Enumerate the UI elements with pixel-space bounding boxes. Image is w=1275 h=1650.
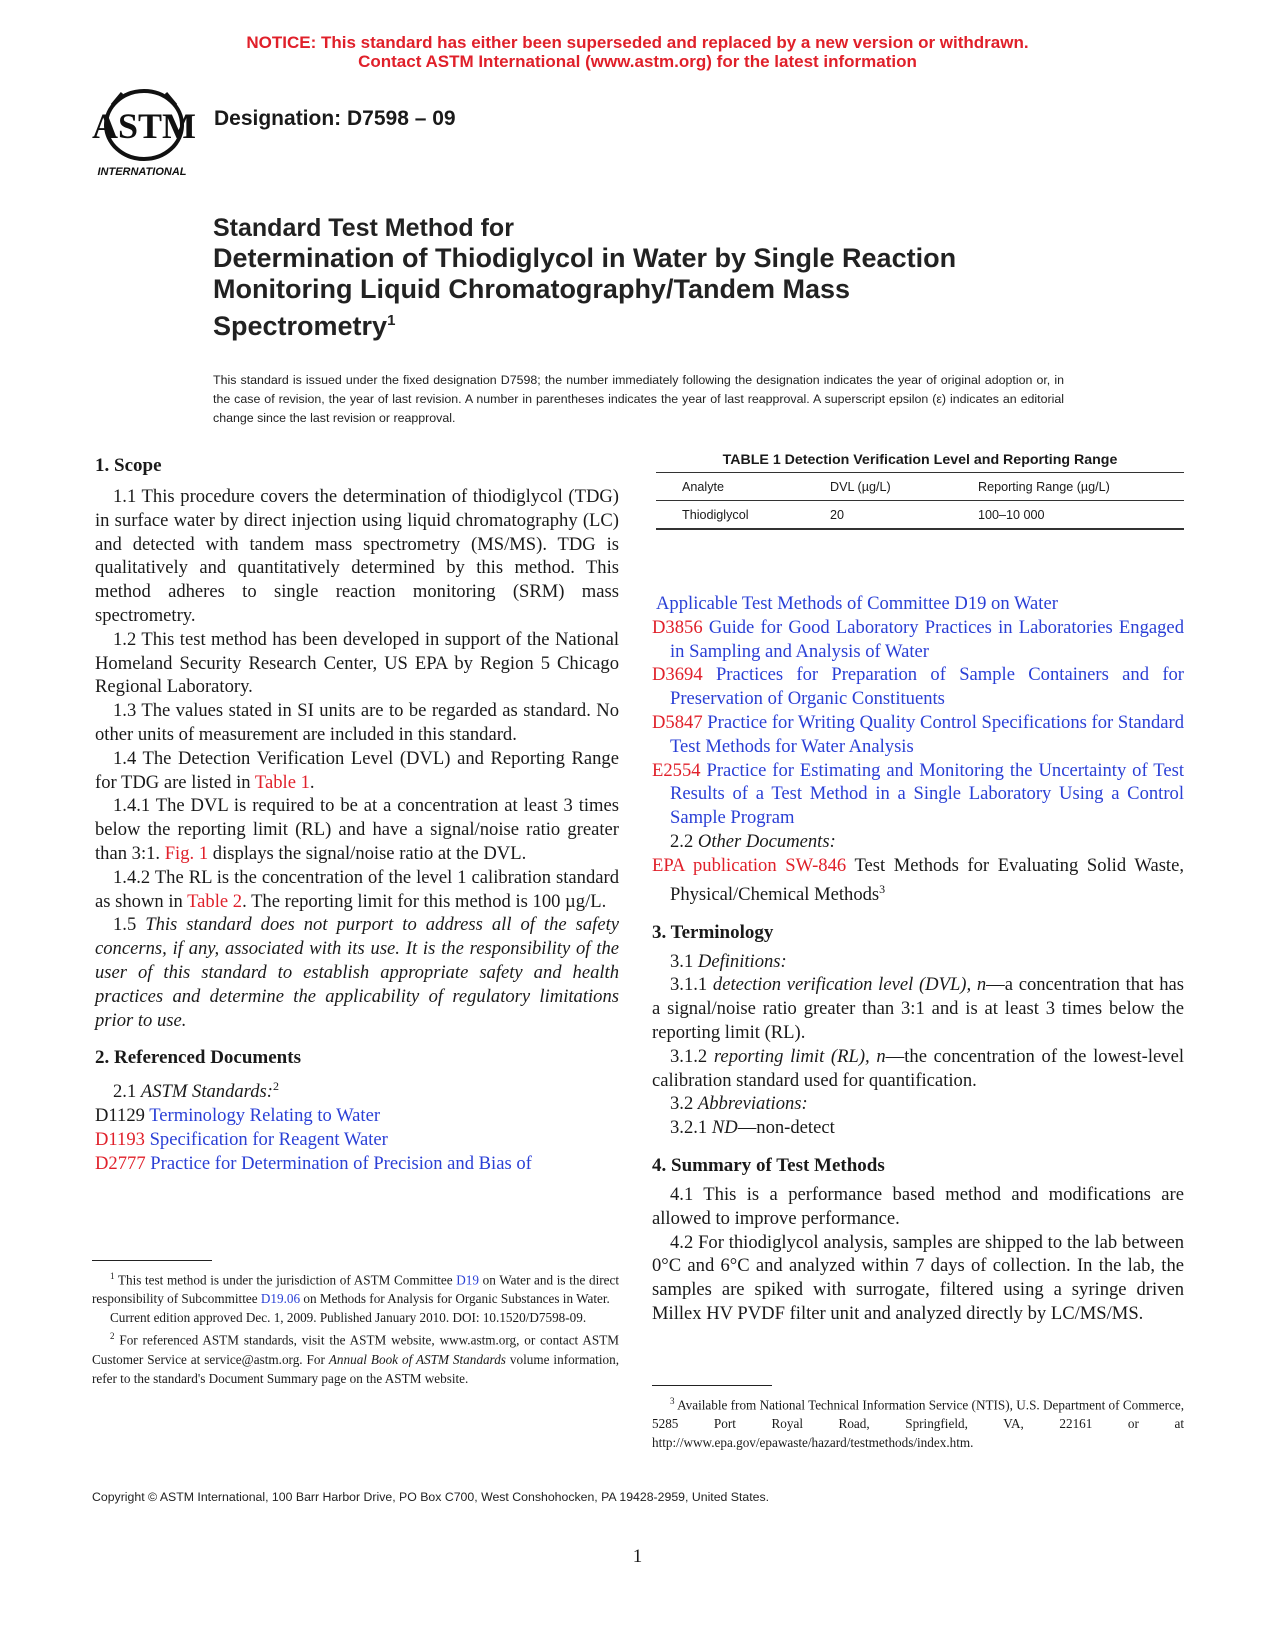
- para-3-1-1: 3.1.1 detection verification level (DVL), n—a concentration that has a signal/noise ratio greater than 3:1 and is at least 3 times below the reporting limit (RL).: [652, 974, 1184, 1043]
- right-column: [652, 592, 1184, 1326]
- copyright: Copyright © ASTM International, 100 Barr Harbor Drive, PO Box C700, West Conshohocken, PA 19428-2959, United States.: [92, 1490, 770, 1504]
- withdrawal-notice: [0, 33, 1275, 71]
- notice-line-1: NOTICE: This standard has either been superseded and replaced by a new version or withdrawn.: [246, 33, 1029, 52]
- table-cell: 20: [830, 507, 845, 522]
- footnotes-left: [92, 1260, 619, 1388]
- para-4-1: 4.1 This is a performance based method and modifications are allowed to improve performance.: [652, 1183, 1184, 1229]
- title-line-2: Determination of Thiodiglycol in Water by Single Reaction: [213, 243, 957, 273]
- para-3-1: 3.1 Definitions:: [670, 950, 787, 972]
- document-title: [213, 213, 1073, 342]
- section-heading-terminology: 3. Terminology: [652, 921, 774, 943]
- ref-d3856-link[interactable]: Guide for Good Laboratory Practices in Laboratories Engaged in Sampling and Analysis of Water: [670, 616, 1184, 662]
- astm-logo-label: INTERNATIONAL: [97, 166, 187, 178]
- para-3-1-2: 3.1.2 reporting limit (RL), n—the concentration of the lowest-level calibration standard used for quantification.: [652, 1045, 1185, 1091]
- ref-d3694: D3694 Practices for Preparation of Sample Containers and for Preservation of Organic Constituents: [652, 664, 1184, 710]
- ref-d2777: D2777 Practice for Determination of Precision and Bias of: [95, 1152, 532, 1174]
- table-2-link[interactable]: Table 2: [187, 890, 243, 912]
- footnote-3: $^3$ Available from National Technical Information Service (NTIS), U.S. Department of Commerce, 5285 Port Royal Road, Springfield, VA, 22161 or at http://www.epa.gov/epawaste/hazard/testmethods/index.htm.: [652, 1396, 1184, 1451]
- para-2-1: 2.1 ASTM Standards:$^2$: [113, 1079, 279, 1103]
- para-3-2: 3.2 Abbreviations:: [670, 1093, 808, 1115]
- footnote-1: $^1$ This test method is under the jurisdiction of ASTM Committee D19 on Water and is the direct responsibility of Subcommittee D19.06 on Methods for Analysis for Organic Substances in Water.: [92, 1271, 619, 1307]
- ref-d2777-link[interactable]: Practice for Determination of Precision and Bias of: [150, 1152, 532, 1174]
- table-header: Analyte: [682, 479, 725, 494]
- notice-line-2: Contact ASTM International (www.astm.org) for the latest information: [358, 52, 917, 71]
- ref-d1193-link[interactable]: Specification for Reagent Water: [149, 1129, 388, 1151]
- astm-logo: [92, 85, 196, 185]
- table-row: [656, 501, 1184, 528]
- ref-d1129-link[interactable]: Terminology Relating to Water: [149, 1105, 381, 1127]
- table-1-link[interactable]: Table 1: [254, 771, 310, 793]
- section-heading-scope: 1. Scope: [95, 455, 162, 476]
- title-footnote-mark: 1: [387, 312, 396, 329]
- para-4-2: 4.2 For thiodiglycol analysis, samples are shipped to the lab between 0°C and 6°C and analyzed within 7 days of collection. In the lab, the samples are spiked with surrogate, filtered using a syringe driven Millex HV PVDF filter unit and analyzed directly by LC/MS/MS.: [652, 1231, 1184, 1324]
- para-2-2: 2.2 Other Documents:: [670, 830, 836, 852]
- ref-d3856: D3856 Guide for Good Laboratory Practices in Laboratories Engaged in Sampling and Analysis of Water: [652, 616, 1184, 662]
- ref-d1193: D1193 Specification for Reagent Water: [95, 1129, 388, 1151]
- ref-d2777-cont-link[interactable]: Applicable Test Methods of Committee D19 on Water: [656, 593, 1058, 614]
- section-heading-referenced: 2. Referenced Documents: [95, 1047, 301, 1069]
- epa-publication-link[interactable]: EPA publication SW-846: [652, 854, 847, 876]
- committee-d19-link[interactable]: D19: [456, 1272, 479, 1288]
- table-cell: Thiodiglycol: [682, 507, 749, 522]
- ref-d5847-link[interactable]: Practice for Writing Quality Control Specifications for Standard Test Methods for Water Analysis: [670, 711, 1184, 757]
- para-1-3: 1.3 The values stated in SI units are to be regarded as standard. No other units of measurement are included in this standard.: [95, 700, 619, 745]
- subcommittee-link[interactable]: D19.06: [260, 1291, 301, 1307]
- para-1-1: 1.1 This procedure covers the determination of thiodiglycol (TDG) in surface water by direct injection using liquid chromatography (LC) and detected with tandem mass spectrometry (MS/MS). TDG is qualitatively and quantitatively determined by this method. This method adheres to single reaction monitoring (SRM) mass spectrometry.: [95, 486, 619, 626]
- para-1-4-1: 1.4.1 The DVL is required to be at a concentration at least 3 times below the reporting limit (RL) and have a signal/noise ratio greater than 3:1. Fig. 1 displays the signal/noise ratio at the DVL.: [95, 795, 619, 864]
- table-cell: 100–10 000: [978, 507, 1045, 522]
- table-header: Reporting Range (µg/L): [978, 479, 1110, 494]
- para-1-4: 1.4 The Detection Verification Level (DVL) and Reporting Range for TDG are listed in Table 1.: [95, 747, 619, 793]
- title-line-4: Spectrometry: [213, 311, 388, 341]
- astm-logo-mark: ASTM: [92, 106, 196, 146]
- footnote-1-edition: Current edition approved Dec. 1, 2009. Published January 2010. DOI: 10.1520/D7598-09.: [110, 1310, 587, 1326]
- ref-d2777-cont: [652, 592, 1184, 616]
- left-column: [95, 454, 619, 1176]
- section-heading-summary: 4. Summary of Test Methods: [652, 1154, 885, 1176]
- para-3-2-1: 3.2.1 ND—non-detect: [670, 1117, 835, 1139]
- para-1-5: 1.5 This standard does not purport to address all of the safety concerns, if any, associated with its use. It is the responsibility of the user of this standard to establish appropriate safety and health practices and determine the applicability of regulatory limitations prior to use.: [95, 914, 619, 1031]
- page-number: 1: [632, 1546, 643, 1567]
- title-line-3: Monitoring Liquid Chromatography/Tandem Mass: [213, 274, 851, 304]
- table-header: DVL (µg/L): [830, 479, 891, 494]
- table-1: [656, 452, 1184, 530]
- ref-e2554-link[interactable]: Practice for Estimating and Monitoring the Uncertainty of Test Results of a Test Method in a Single Laboratory Using a Control Sample Program: [670, 759, 1184, 829]
- ref-d5847: D5847 Practice for Writing Quality Control Specifications for Standard Test Methods for Water Analysis: [652, 711, 1184, 757]
- footnote-2: $^2$ For referenced ASTM standards, visit the ASTM website, www.astm.org, or contact ASTM Customer Service at service@astm.org. For Annual Book of ASTM Standards volume information, refer to the standard's Document Summary page on the ASTM website.: [92, 1331, 619, 1386]
- footnotes-right: [652, 1385, 1184, 1452]
- title-line-1: Standard Test Method for: [213, 214, 514, 242]
- ref-d3694-link[interactable]: Practices for Preparation of Sample Containers and for Preservation of Organic Constituents: [670, 664, 1184, 710]
- issued-note: This standard is issued under the fixed designation D7598; the number immediately following the designation indicates the year of original adoption or, in the case of revision, the year of last revision. A number in parentheses indicates the year of last reapproval. A superscript epsilon (ε) indicates an editorial change since the last revision or reapproval.: [213, 373, 1064, 425]
- table-header-row: [656, 473, 1184, 500]
- ref-epa: EPA publication SW-846 Test Methods for Evaluating Solid Waste, Physical/Chemical Methods$^3$: [652, 854, 1184, 905]
- table-1-caption: TABLE 1 Detection Verification Level and Reporting Range: [722, 452, 1118, 468]
- para-1-2: 1.2 This test method has been developed in support of the National Homeland Security Research Center, US EPA by Region 5 Chicago Regional Laboratory.: [95, 628, 619, 698]
- para-1-4-2: 1.4.2 The RL is the concentration of the level 1 calibration standard as shown in Table 2. The reporting limit for this method is 100 µg/L.: [95, 866, 619, 912]
- ref-d1129: D1129 Terminology Relating to Water: [95, 1105, 381, 1127]
- fig-1-link[interactable]: Fig. 1: [164, 842, 209, 864]
- designation: Designation: D7598 – 09: [214, 107, 456, 130]
- ref-e2554: E2554 Practice for Estimating and Monitoring the Uncertainty of Test Results of a Test Method in a Single Laboratory Using a Control Sample Program: [652, 759, 1184, 829]
